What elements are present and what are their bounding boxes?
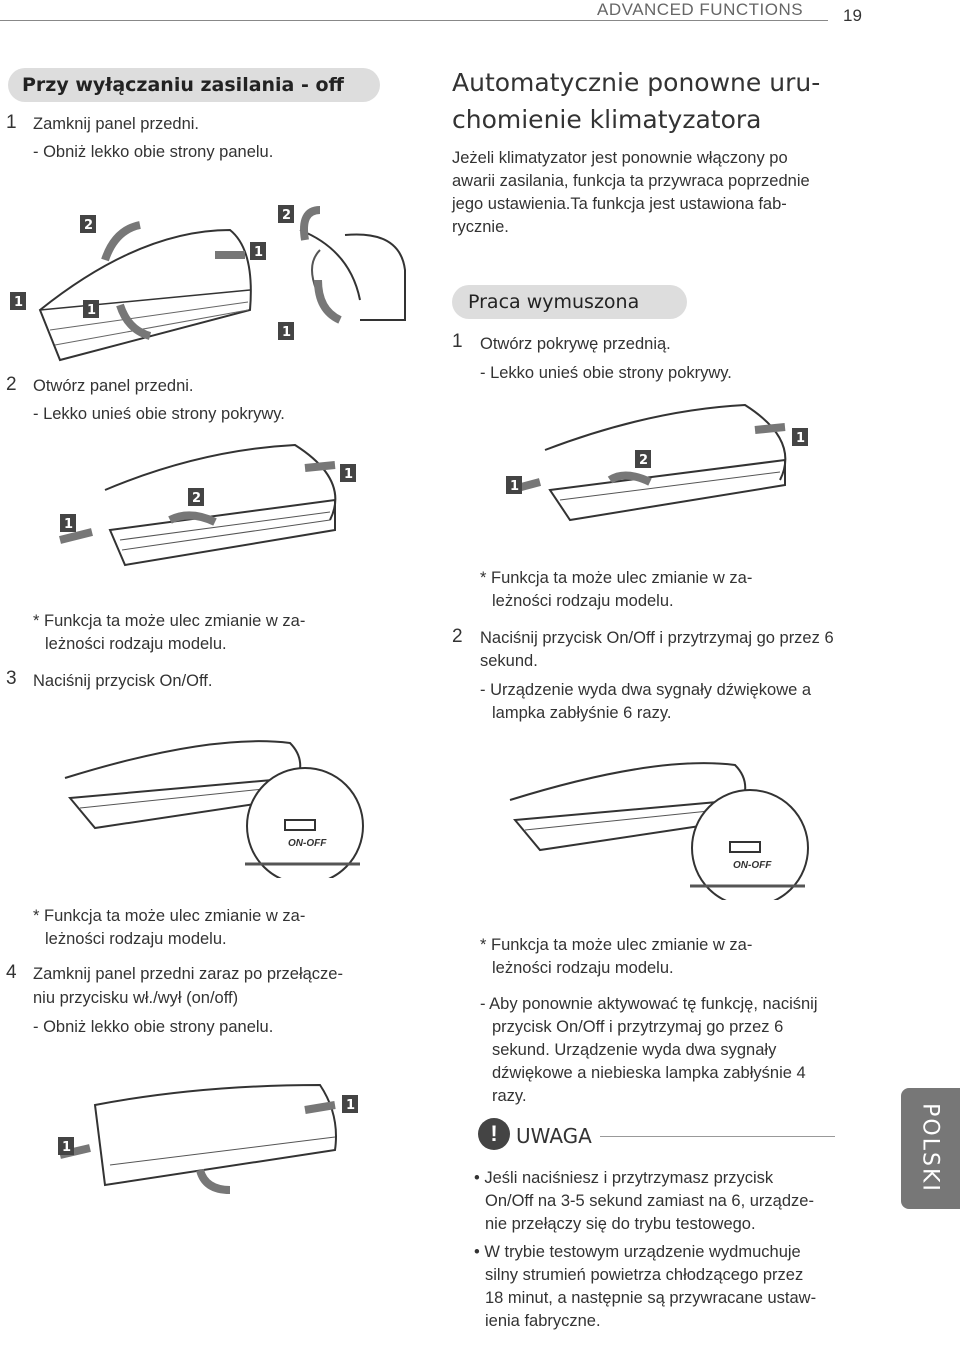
reactivate-line: przycisk On/Off i przytrzymaj go przez 6 [492,1018,784,1036]
step-text: niu przycisku wł./wył (on/off) [33,989,239,1007]
step-text: Naciśnij przycisk On/Off i przytrzymaj go przez 6 [480,629,834,647]
note-text: leżności rodzaju modelu. [492,592,674,610]
step-subtext: - Lekko unieś obie strony pokrywy. [33,405,285,423]
step-number: 1 [452,331,463,352]
badge-1 [58,1137,74,1155]
intro-line: awarii zasilania, funkcja ta przywraca poprzednie [452,172,810,190]
illustration-close-after [50,1075,370,1205]
intro-line: Jeżeli klimatyzator jest ponownie włączony po [452,149,788,167]
step-text: Zamknij panel przedni. [33,115,199,133]
badge-2 [278,205,294,223]
note-text: leżności rodzaju modelu. [45,635,227,653]
svg-text:2: 2 [639,453,649,468]
section-pill-power-off: Przy wyłączaniu zasilania - off [8,68,380,102]
auto-restart-title: chomienie klimatyzatora [452,105,762,134]
badge-2 [80,215,96,233]
svg-text:1: 1 [87,303,97,318]
svg-text:1: 1 [796,431,806,446]
note-text: * Funkcja ta może ulec zmianie w za- [480,569,753,587]
reactivate-line: - Aby ponownie aktywować tę funkcję, naciśnij [480,995,818,1013]
svg-text:2: 2 [282,208,292,223]
svg-text:1: 1 [14,295,24,310]
note-text: leżności rodzaju modelu. [45,930,227,948]
reactivate-line: sekund. Urządzenie wyda dwa sygnały [492,1041,777,1059]
badge-1 [340,464,356,482]
warning-label: UWAGA [516,1124,592,1148]
section-pill-forced: Praca wymuszona [452,285,687,319]
note-text: * Funkcja ta może ulec zmianie w za- [480,936,753,954]
svg-text:1: 1 [254,245,264,260]
note-text: * Funkcja ta może ulec zmianie w za- [33,907,306,925]
warning-bullet-line: nie przełączy się do trybu testowego. [485,1215,756,1233]
warning-rule [600,1136,835,1137]
note-text: leżności rodzaju modelu. [492,959,674,977]
svg-text:1: 1 [64,517,74,532]
svg-text:1: 1 [346,1098,356,1113]
section-title: ADVANCED FUNCTIONS [597,0,804,19]
badge-1 [83,300,99,318]
badge-1 [278,322,294,340]
svg-text:2: 2 [84,218,94,233]
warning-bullet-line: On/Off na 3-5 sekund zamiast na 6, urządze- [485,1192,814,1210]
step-subtext: lampka zabłyśnie 6 razy. [492,704,672,722]
step-number: 2 [452,626,463,647]
svg-text:1: 1 [344,467,354,482]
illustration-open-panel [50,440,370,580]
illustration-press-onoff [60,738,380,878]
step-number: 4 [6,962,17,983]
illustration-open-cover [500,400,830,530]
badge-1 [506,476,522,494]
warning-bullet-line: ienia fabryczne. [485,1312,601,1330]
warning-bullet-line: • W trybie testowym urządzenie wydmuchuje [474,1243,801,1261]
auto-restart-title: Automatycznie ponowne uru- [452,68,821,97]
illustration-press-onoff-6s [505,760,825,900]
svg-text:ON-OFF: ON-OFF [733,860,772,871]
page-number: 19 [843,6,862,25]
step-subtext: - Urządzenie wyda dwa sygnały dźwiękowe a [480,681,812,699]
step-subtext: - Obniż lekko obie strony panelu. [33,1018,274,1036]
badge-2 [188,488,204,506]
svg-text:1: 1 [510,479,520,494]
step-number: 1 [6,112,17,133]
reactivate-line: razy. [492,1087,527,1105]
badge-1 [250,242,266,260]
intro-line: jego ustawienia.Ta funkcja jest ustawiona fab- [452,195,787,213]
step-text: sekund. [480,652,538,670]
warning-bullet-line: 18 minut, a następnie są przywracane ustaw- [485,1289,817,1307]
warning-icon: ! [478,1118,510,1150]
badge-1 [792,428,808,446]
reactivate-line: dźwiękowe a niebieska lampka zabłyśnie 4 [492,1064,806,1082]
warning-bullet-line: silny strumień powietrza chłodzącego przez [485,1266,804,1284]
header-rule [0,20,828,21]
badge-1 [10,292,26,310]
step-text: Naciśnij przycisk On/Off. [33,672,213,690]
language-tab [901,1088,960,1209]
badge-1 [60,514,76,532]
step-number: 2 [6,374,17,395]
svg-text:ON-OFF: ON-OFF [288,838,327,849]
svg-text:1: 1 [62,1140,72,1155]
step-text: Zamknij panel przedni zaraz po przełącze- [33,965,343,983]
illustration-close-panel [0,190,420,370]
step-subtext: - Lekko unieś obie strony pokrywy. [480,364,732,382]
note-text: * Funkcja ta może ulec zmianie w za- [33,612,306,630]
badge-2 [635,450,651,468]
svg-text:2: 2 [192,491,202,506]
step-text: Otwórz panel przedni. [33,377,194,395]
badge-1 [342,1095,358,1113]
step-subtext: - Obniż lekko obie strony panelu. [33,143,274,161]
step-number: 3 [6,668,17,689]
svg-text:1: 1 [282,325,292,340]
language-tab-label: POLSKI [917,1103,943,1193]
step-text: Otwórz pokrywę przednią. [480,335,671,353]
warning-bullet-line: • Jeśli naciśniesz i przytrzymasz przycisk [474,1169,774,1187]
intro-line: rycznie. [452,218,509,236]
